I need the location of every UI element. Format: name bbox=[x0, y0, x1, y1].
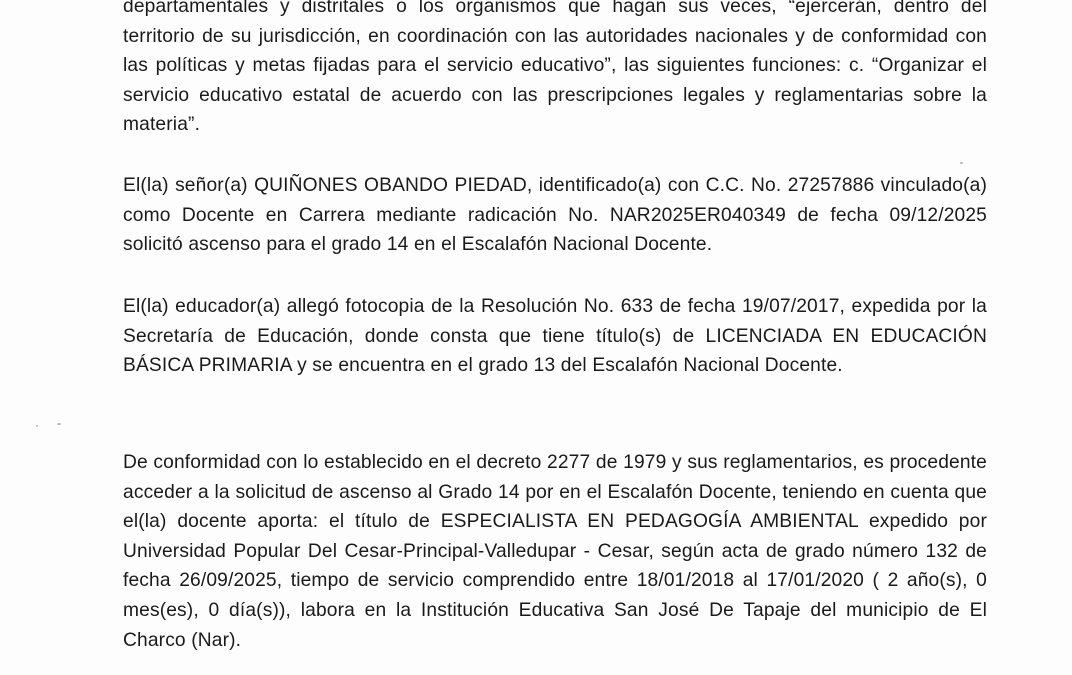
scan-speck bbox=[36, 425, 38, 427]
paragraph-applicant-request: El(la) señor(a) QUIÑONES OBANDO PIEDAD, identificado(a) con C.C. No. 27257886 vinculado(a) como Docente en Carrera mediante radicación No. NAR2025ER040349 de fecha 09/12/2025 solicitó ascenso para el grado 14 en el Escalafón Nacional Docente. bbox=[123, 175, 987, 256]
paragraph-legal-functions: departamentales y distritales o los organismos que hagan sus veces, “ejercerán, dentro del territorio de su jurisdicción, en coordinación con las autoridades nacionales y de conformidad con las políticas y metas fijadas para el servicio educativo”, las siguientes funciones: c. “Organizar el servicio educativo estatal de acuerdo con las prescripciones legales y reglamentarias sobre la materia”. bbox=[123, 0, 987, 136]
scan-speck bbox=[960, 162, 963, 164]
paragraph-previous-resolution: El(la) educador(a) allegó fotocopia de la Resolución No. 633 de fecha 19/07/2017, expedida por la Secretaría de Educación, donde consta que tiene título(s) de LICENCIADA EN EDUCACIÓN BÁSICA PRIMARIA y se encuentra en el grado 13 del Escalafón Nacional Docente. bbox=[123, 296, 987, 377]
scan-speck bbox=[57, 423, 61, 425]
paragraph-promotion-decision: De conformidad con lo establecido en el decreto 2277 de 1979 y sus reglamentarios, es procedente acceder a la solicitud de ascenso al Grado 14 por en el Escalafón Docente, teniendo en cuenta que el(la) docente aporta: el título de ESPECIALISTA EN PEDAGOGÍA AMBIENTAL expedido por Universidad Popular Del Cesar-Principal-Valledupar - Cesar, según acta de grado número 132 de fecha 26/09/2025, tiempo de servicio comprendido entre 18/01/2018 al 17/01/2020 ( 2 año(s), 0 mes(es), 0 día(s)), labora en la Institución Educativa San José De Tapaje del municipio de El Charco (Nar). bbox=[123, 452, 987, 651]
